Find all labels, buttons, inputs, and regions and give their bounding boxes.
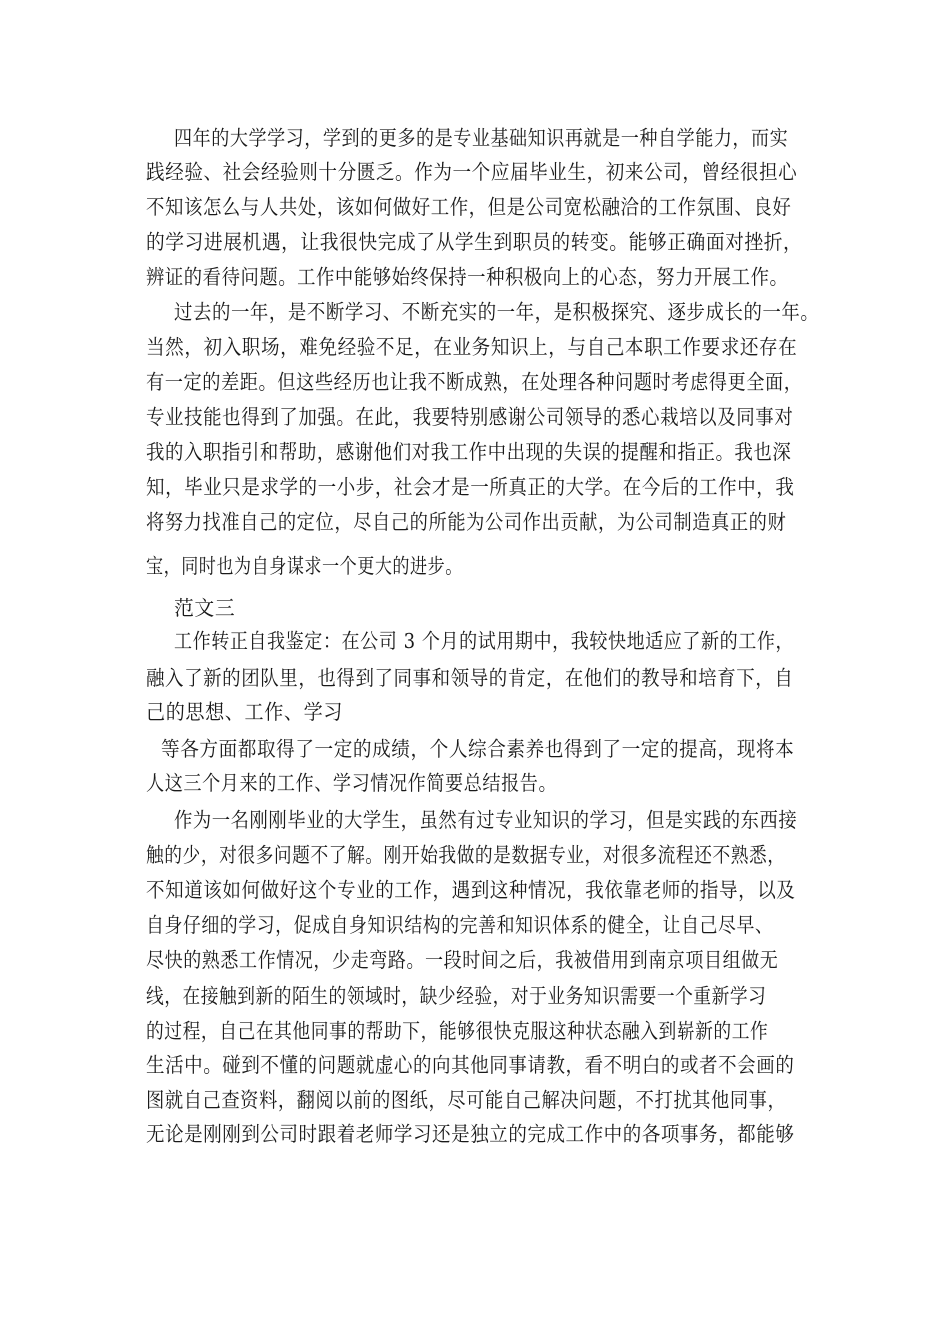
text-line: 等各方面都取得了一定的成绩，个人综合素养也得到了一定的提高，现将本 [161,737,795,761]
section-heading: 范文三 [174,596,236,620]
text-line: 作为一名刚刚毕业的大学生，虽然有过专业知识的学习，但是实践的东西接 [174,808,798,832]
text-line: 自身仔细的学习，促成自身知识结构的完善和知识体系的健全，让自己尽早、 [146,913,774,937]
text-line: 己的思想、工作、学习 [146,700,343,724]
text-line: 的学习进展机遇，让我很快完成了从学生到职员的转变。能够正确面对挫折， [146,230,803,254]
text-line: 不知道该如何做好这个专业的工作，遇到这种情况，我依靠老师的指导，以及 [146,878,796,902]
text-line: 我的入职指引和帮助，感谢他们对我工作中出现的失误的提醒和指正。我也深 [146,440,792,464]
text-line: 尽快的熟悉工作情况，少走弯路。一段时间之后，我被借用到南京项目组做无 [146,948,779,972]
text-line: 线，在接触到新的陌生的领域时，缺少经验，对于业务知识需要一个重新学习 [146,984,767,1008]
text-line: 融入了新的团队里，也得到了同事和领导的肯定，在他们的教导和培育下，自 [146,666,794,690]
text-line: 有一定的差距。但这些经历也让我不断成熟，在处理各种问题时考虑得更全面， [146,370,803,394]
text-line: 工作转正自我鉴定：在公司 3 个月的试用期中，我较快地适应了新的工作， [174,629,795,653]
text-line: 过去的一年，是不断学习、不断充实的一年，是积极探究、逐步成长的一年。 [174,300,820,324]
text-line: 将努力找准自己的定位，尽自己的所能为公司作出贡献，为公司制造真正的财 [146,510,787,534]
text-line: 知，毕业只是求学的一小步，社会才是一所真正的大学。在今后的工作中，我 [146,475,795,499]
text-line: 当然，初入职场，难免经验不足，在业务知识上，与自己本职工作要求还存在 [146,335,798,359]
text-line: 四年的大学学习，学到的更多的是专业基础知识再就是一种自学能力，而实 [174,126,789,150]
text-line: 专业技能也得到了加强。在此，我要特别感谢公司领导的悉心栽培以及同事对 [146,405,794,429]
text-line: 辨证的看待问题。工作中能够始终保持一种积极向上的心态，努力开展工作。 [146,265,789,289]
text-line: 践经验、社会经验则十分匮乏。作为一个应届毕业生，初来公司，曾经很担心 [146,160,798,184]
text-line: 的过程，自己在其他同事的帮助下，能够很快克服这种状态融入到崭新的工作 [146,1019,769,1043]
text-line: 无论是刚刚到公司时跟着老师学习还是独立的完成工作中的各项事务，都能够 [146,1122,795,1146]
text-line: 触的少，对很多问题不了解。刚开始我做的是数据专业，对很多流程还不熟悉， [146,843,786,867]
text-line: 人这三个月来的工作、学习情况作简要总结报告。 [146,771,558,795]
text-line: 不知该怎么与人共处，该如何做好工作，但是公司宽松融洽的工作氛围、良好 [146,195,792,219]
text-line: 宝，同时也为自身谋求一个更大的进步。 [146,554,463,578]
text-line: 图就自己查资料，翻阅以前的图纸，尽可能自己解决问题，不打扰其他同事， [146,1088,787,1112]
text-line: 生活中。碰到不懂的问题就虚心的向其他同事请教，看不明白的或者不会画的 [146,1053,795,1077]
